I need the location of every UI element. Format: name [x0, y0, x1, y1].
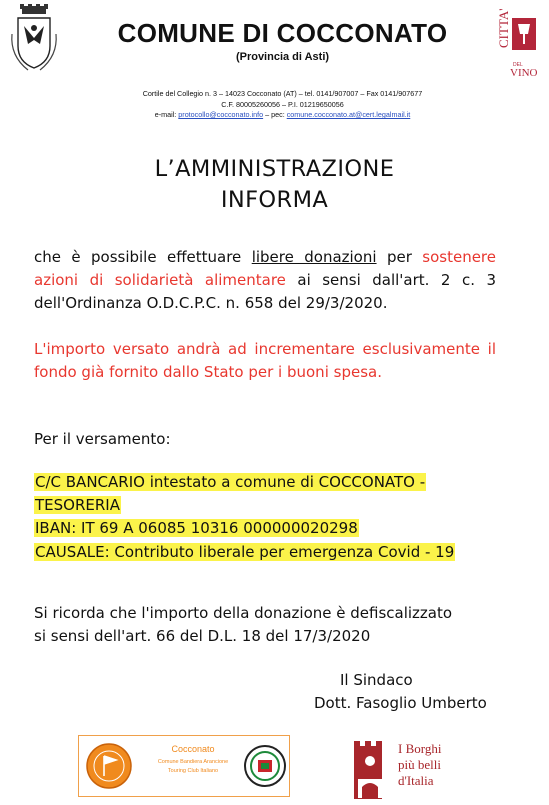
payment-details — [34, 471, 496, 564]
causale-line: CAUSALE: Contributo liberale per emergenza Covid - 19 — [35, 542, 455, 561]
headline-line1: L’AMMINISTRAZIONE — [154, 156, 395, 182]
citta-logo-text: CITTA' — [496, 8, 511, 48]
borghi-line3: d'Italia — [398, 773, 434, 788]
bank-account-line: C/C BANCARIO intestato a comune di COCCONATO - — [35, 473, 426, 491]
p1-underlined: libere donazioni — [251, 248, 377, 266]
p1-red-text: sostenere azioni di solidarietà alimentare — [34, 248, 496, 290]
p1-text-c: per — [386, 248, 412, 266]
bandiera-line1: Comune Bandiera Arancione — [157, 759, 229, 765]
reminder-line1: Si ricorda che l'importo della donazione è defiscalizzato — [34, 604, 453, 622]
coat-of-arms-icon — [8, 4, 60, 74]
iban-line: IBAN: IT 69 A 06085 10316 000000020298 — [35, 519, 358, 538]
province-subtitle: (Provincia di Asti) — [235, 51, 330, 63]
orange-flag-icon — [85, 742, 133, 790]
contact-block — [60, 89, 505, 121]
tax-line: C.F. 80005260056 – P.I. 01219650056 — [221, 99, 344, 109]
payment-intro: Per il versamento: — [34, 430, 171, 448]
borghi-line1: I Borghi — [398, 741, 442, 756]
borghi-tower-icon — [348, 735, 392, 800]
headline-line2: INFORMA — [220, 187, 329, 213]
reminder-line2: si sensi dell'art. 66 del D.L. 18 del 17/3/2020 — [34, 627, 371, 646]
bandiera-arancione-badge — [78, 735, 290, 797]
citta-del-vino-logo — [496, 8, 542, 78]
donation-paragraph — [34, 246, 496, 316]
headline — [0, 154, 549, 216]
signature-name: Dott. Fasoglio Umberto — [314, 694, 487, 712]
citta-logo-vino: VINO — [510, 67, 538, 78]
email-line — [60, 110, 505, 121]
pec-label: – pec: — [265, 110, 285, 120]
borghi-text — [398, 741, 460, 789]
email-label: e-mail: — [154, 110, 177, 120]
address-line: Cortile del Collegio n. 3 – 14023 Cocconato (AT) – tel. 0141/907007 – Fax 0141/907677 — [142, 89, 423, 98]
bandiera-line2: Touring Club Italiano — [167, 768, 219, 774]
pec-link[interactable]: comune.cocconato.at@cert.legalmail.it — [286, 110, 411, 120]
borghi-line2: più belli — [398, 757, 441, 772]
club-seal-icon — [243, 744, 287, 788]
citta-logo-del: DEL — [513, 62, 523, 68]
bandiera-text — [137, 758, 249, 776]
funds-paragraph: L'importo versato andrà ad incrementare esclusivamente il fondo già fornito dallo Stato per i buoni spesa. — [34, 340, 496, 382]
bandiera-title: Cocconato — [171, 744, 215, 754]
municipality-title: COMUNE DI COCCONATO — [117, 18, 448, 48]
email-link[interactable]: protocollo@cocconato.info — [178, 110, 264, 120]
p1-text-e: ai sensi dall'art. 2 c. 3 dell'Ordinanza O.D.C.P.C. n. 658 del 29/3/2020. — [34, 271, 496, 313]
reminder-paragraph — [34, 602, 496, 648]
signature-role: Il Sindaco — [340, 671, 413, 689]
tesoreria-line: TESORERIA — [35, 496, 120, 515]
p1-text-a: che è possibile effettuare — [34, 248, 242, 266]
borghi-piu-belli-logo — [348, 735, 460, 800]
